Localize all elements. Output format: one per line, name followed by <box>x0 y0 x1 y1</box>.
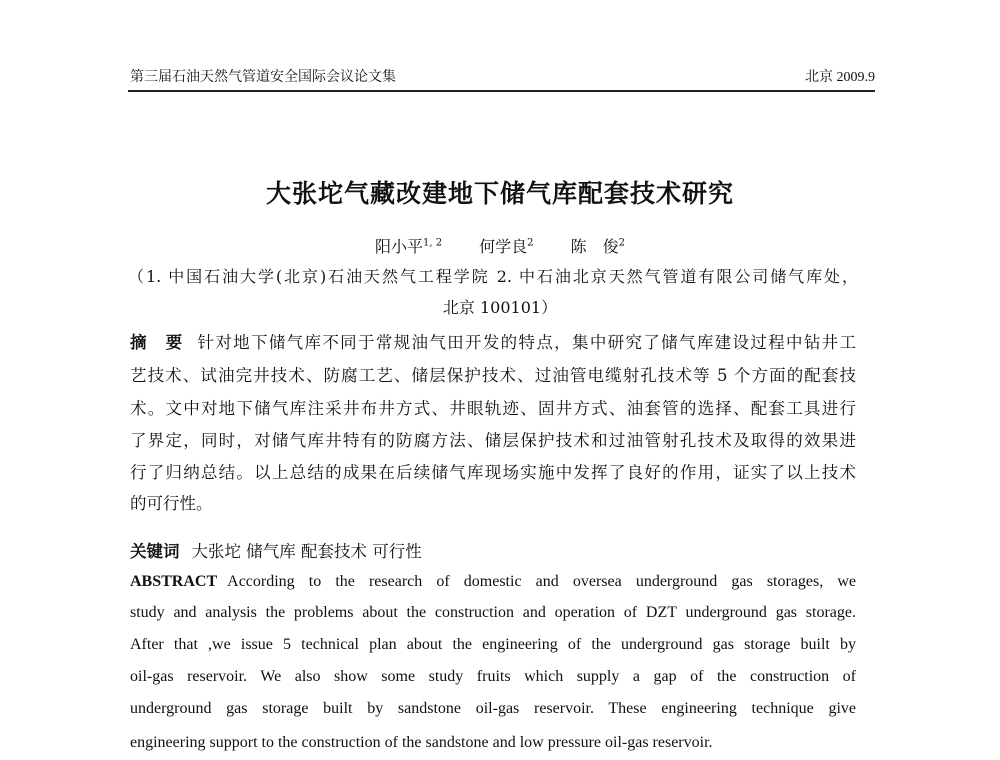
author <box>479 237 533 256</box>
paper-title: 大张坨气藏改建地下储气库配套技术研究 <box>265 179 734 208</box>
abstract-cn-line: 的可行性。 <box>130 494 213 513</box>
abstract-en-line: study and analysis the problems about the construction and operation of DZT underground gas storage. <box>130 604 856 621</box>
abstract-cn-line: 术。文中对地下储气库注采井布井方式、井眼轨迹、固井方式、油套管的选择、配套工具进行 <box>130 399 856 418</box>
author-name: 阳小平 <box>374 237 423 256</box>
abstract-cn-line: 了界定，同时，对储气库井特有的防腐方法、储层保护技术和过油管射孔技术及取得的效果进 <box>130 431 856 450</box>
abstract-cn-text: 针对地下储气库不同于常规油气田开发的特点，集中研究了储气库建设过程中钻井工 <box>197 333 856 352</box>
header-rule <box>128 90 875 92</box>
affiliation-line: （1. 中国石油大学(北京)石油天然气工程学院 2. 中石油北京天然气管道有限公司储气库处， <box>128 267 858 286</box>
author-affil-sup: 1, 2 <box>422 237 443 249</box>
author <box>375 237 442 256</box>
author-affil-sup: 2 <box>527 237 534 249</box>
proceedings-title: 第三届石油天然气管道安全国际会议论文集 <box>130 69 396 85</box>
abstract-en-text: According to the research of domestic and oversea underground gas storages, we <box>227 573 856 590</box>
author-name: 何学良 <box>479 237 528 256</box>
author-list <box>0 234 1000 257</box>
keywords-label: 关键词 <box>130 542 180 561</box>
location-date: 北京 2009.9 <box>805 70 875 85</box>
keywords <box>130 538 422 562</box>
affiliation-line: 北京 100101） <box>442 298 558 317</box>
author-affil-sup: 2 <box>618 237 626 249</box>
abstract-en-label: ABSTRACT <box>130 573 218 590</box>
abstract-en-line: underground gas storage built by sandstone oil-gas reservoir. These engineering technique give <box>130 700 856 717</box>
author <box>571 237 625 256</box>
abstract-en-line: oil-gas reservoir. We also show some study fruits which supply a gap of the construction of <box>130 668 856 685</box>
abstract-cn-label: 摘 要 <box>130 333 184 352</box>
abstract-en-line: After that ,we issue 5 technical plan about the engineering of the underground gas storage built by <box>130 636 856 653</box>
keywords-text: 大张坨 储气库 配套技术 可行性 <box>191 542 422 561</box>
author-name: 陈 俊 <box>570 237 619 256</box>
abstract-cn-line: 艺技术、试油完井技术、防腐工艺、储层保护技术、过油管电缆射孔技术等 5 个方面的配套技 <box>130 366 856 385</box>
abstract-cn-line: 行了归纳总结。以上总结的成果在后续储气库现场实施中发挥了良好的作用，证实了以上技术 <box>130 463 856 482</box>
abstract-cn-line <box>130 329 856 353</box>
abstract-en-line: engineering support to the construction of the sandstone and low pressure oil-gas reservoir. <box>130 734 713 751</box>
running-head <box>130 66 875 88</box>
abstract-en-line <box>130 573 856 591</box>
